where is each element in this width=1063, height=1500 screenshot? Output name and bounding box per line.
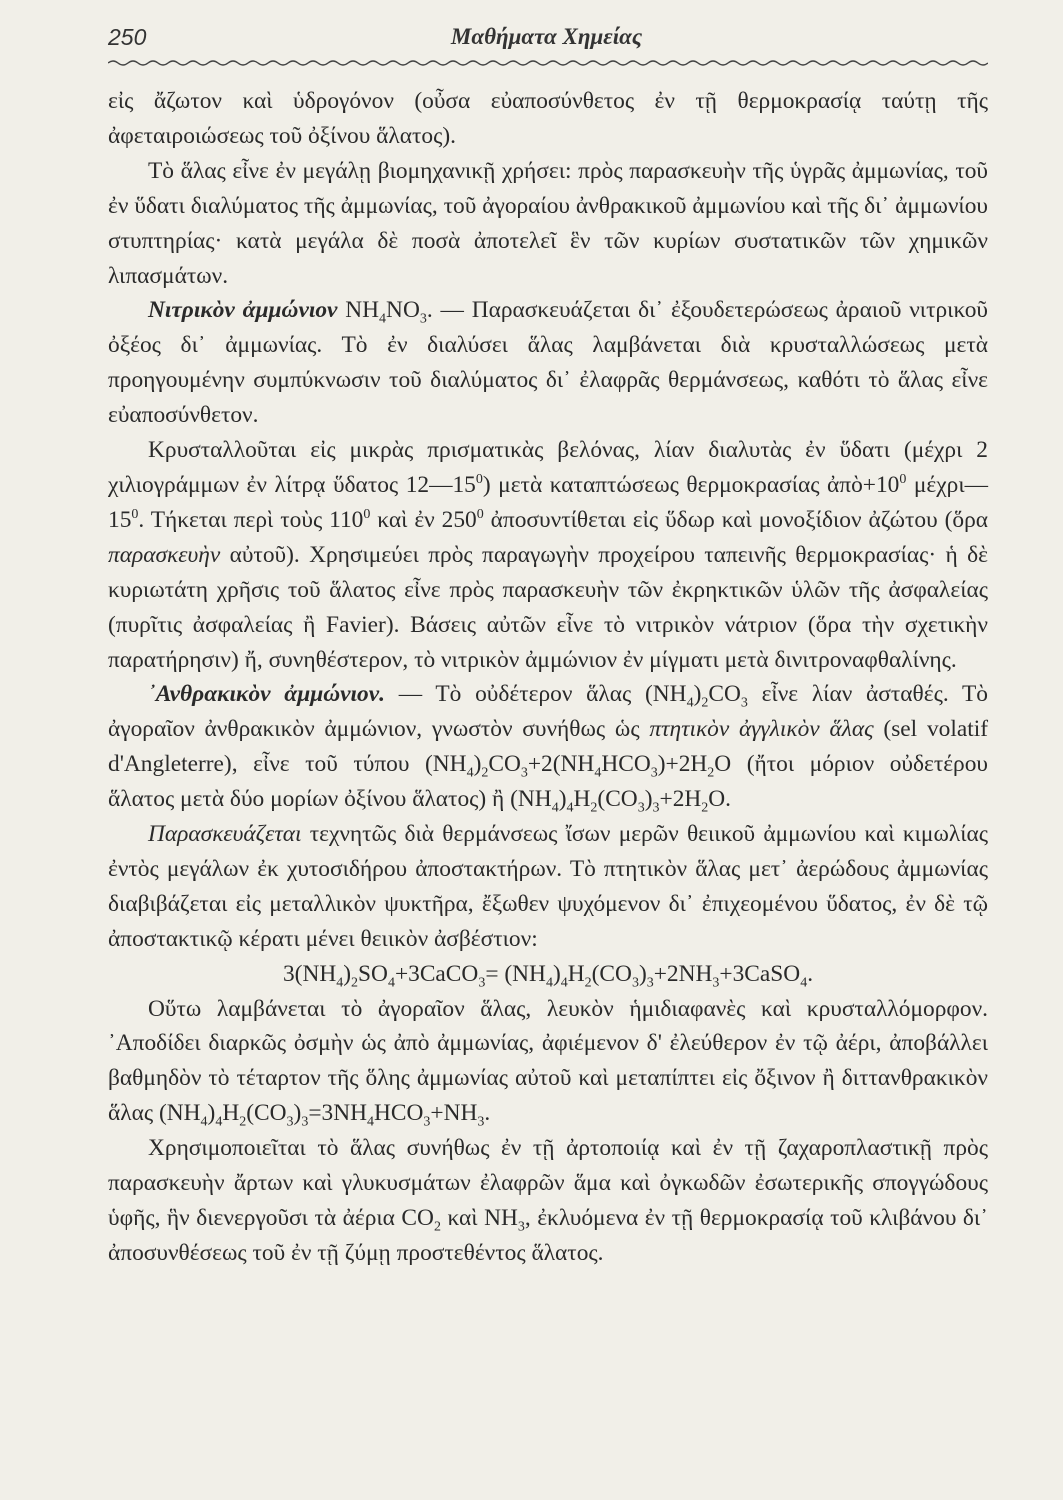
italic-text: πτητικὸν ἀγγλικὸν ἅλας [649, 716, 874, 743]
text: ἀποσυντίθεται εἰς ὕδωρ καὶ μονοξίδιον ἀζώτου (ὅρα [483, 506, 988, 533]
subscript: 3 [740, 696, 748, 712]
subscript: 4 [800, 975, 808, 991]
formula: = (NH [485, 960, 546, 987]
formula: NO [386, 297, 420, 324]
subscript: 4 [594, 765, 602, 781]
formula: H [222, 1100, 240, 1127]
subscript: 4 [379, 312, 387, 328]
formula: ) [343, 960, 352, 987]
formula: (CO [246, 1100, 287, 1127]
running-header [108, 24, 985, 58]
subscript: 2 [481, 765, 489, 781]
subscript: 3 [650, 765, 658, 781]
header-wavy-rule [108, 58, 988, 68]
text: H [573, 786, 591, 813]
section-heading: ᾿Ανθρακικὸν ἀμμώνιον. [148, 681, 385, 708]
subscript: 4 [466, 765, 474, 781]
text: εἶνε λίαν ἀσταθές. Τὸ ἀγοραῖον ἀνθρακικὸν ἀμμώνιον, γνωστὸν συνήθως ὡς [108, 681, 988, 743]
text: +2H [659, 786, 702, 813]
page-number: 250 [108, 24, 147, 50]
subscript: 2 [584, 975, 592, 991]
paragraph-4 [108, 433, 988, 677]
subscript: 4 [215, 1114, 223, 1130]
paragraph-1 [108, 84, 988, 154]
text: O. [708, 786, 732, 813]
text: ) μετὰ καταπτώσεως θερμοκρασίας ἀπὸ+10 [482, 471, 900, 498]
formula: H [567, 960, 585, 987]
subscript: 3 [631, 975, 639, 991]
subscript: 3 [478, 975, 486, 991]
italic-text: παρασκευὴν [108, 541, 221, 568]
subscript: 3 [301, 1114, 309, 1130]
subscript: 3 [423, 1114, 431, 1130]
degree: 0 [363, 507, 371, 523]
paragraph-6 [108, 817, 988, 957]
text: . — Παρασκευάζεται δι᾽ ἐξουδετερώσεως ἀραιοῦ νιτρικοῦ ὀξέος δι᾽ ἀμμωνίας. Τὸ ἐν διαλύσει ἅλας λαμβάνεται διὰ κρυσταλλώσεως μετὰ προηγουμένην συμπύκνωσιν τοῦ διαλύματος δι᾽ ἐλαφρᾶς θερμάνσεως, καθότι τὸ ἅλας εἶνε εὐαποσύνθετον. [108, 297, 989, 429]
subscript: 3 [712, 975, 720, 991]
text: Κρυσταλλοῦται εἰς μικρὰς πρισματικὰς βελόνας, λίαν διαλυτὰς ἐν ὕδατι (μέχρι 2 χιλιογράμμων ἐν λίτρᾳ ὕδατος 12—15 [108, 437, 988, 498]
text: ) [644, 786, 653, 813]
subscript: 4 [336, 975, 344, 991]
formula: ) [638, 960, 647, 987]
subscript: 4 [686, 696, 694, 712]
degree: 0 [131, 507, 139, 523]
text: (sel volatif d'Angleterre), εἶνε τοῦ τύπου (NH [108, 716, 989, 778]
formula: ) [293, 1100, 302, 1127]
formula: (CO [591, 960, 632, 987]
formula: SO [358, 960, 388, 987]
subscript: 2 [433, 1219, 441, 1235]
text: (CO [597, 786, 638, 813]
subscript: 4 [551, 800, 559, 816]
formula: +3CaCO [394, 960, 479, 987]
text: ) [693, 681, 702, 708]
text: O (ἤτοι μόριον οὐδετέρου ἅλατος μετὰ δύο μορίων ὀξίνου ἅλατος) ἢ (NH [108, 751, 988, 813]
text: Τὸ ἅλας εἶνε ἐν μεγάλῃ βιομηχανικῇ χρήσει: πρὸς παρασκευὴν τῆς ὑγρᾶς ἀμμωνίας, τοῦ ἐν ὕδατι διαλύματος τῆς ἀμμωνίας, τοῦ ἀγοραίου ἀνθρακικοῦ ἀμμωνίου καὶ τῆς δι᾽ ἀμμωνίου στυπτηρίας· κατὰ μεγάλα δὲ ποσὰ ἀποτελεῖ ἓν τῶν κυρίων συστατικῶν τῶν χημικῶν λιπασμάτων. [108, 157, 988, 289]
subscript: 3 [419, 312, 427, 328]
paragraph-7 [108, 992, 988, 1132]
text: μέχρι—15 [108, 471, 988, 533]
subscript: 4 [367, 1114, 375, 1130]
formula: . [807, 960, 814, 987]
subscript: 4 [560, 975, 568, 991]
text: . Τήκεται περὶ τοὺς 110 [138, 506, 364, 533]
subscript: 4 [545, 975, 553, 991]
subscript: 3 [477, 1114, 485, 1130]
paragraph-ammonium-nitrate [108, 293, 988, 433]
subscript: 4 [566, 800, 574, 816]
subscript: 2 [590, 800, 598, 816]
text: . [484, 1100, 491, 1127]
subscript: 2 [239, 1114, 247, 1130]
italic-text: Παρασκευάζεται [148, 821, 302, 848]
formula: ) [207, 1100, 216, 1127]
text: καὶ NH [440, 1205, 518, 1231]
text: — Τὸ οὐδέτερον ἅλας (NH [384, 681, 687, 708]
section-heading: Νιτρικὸν ἀμμώνιον [148, 297, 338, 324]
chemical-equation [108, 957, 988, 992]
text: CO [488, 751, 521, 778]
subscript: 3 [646, 975, 654, 991]
subscript: 3 [652, 800, 660, 816]
subscript: 4 [387, 975, 395, 991]
subscript: 3 [286, 1114, 294, 1130]
text: HCO [601, 751, 651, 778]
subscript: 2 [707, 765, 715, 781]
running-title: Μαθήματα Χημείας [450, 24, 643, 49]
text: Χρησιμοποιεῖται τὸ ἅλας συνήθως ἐν τῇ ἀρτοποιίᾳ καὶ ἐν τῇ ζαχαροπλαστικῇ πρὸς παρασκευὴν ἄρτων καὶ γλυκυσμάτων ἐλαφρῶν ἅμα καὶ ὀγκωδῶν ἐσωτερικῆς σπογγώδους ὑφῆς, ἣν διενεργοῦσι τὰ ἀέρια CO [108, 1135, 988, 1231]
subscript: 4 [200, 1114, 208, 1130]
text: )+2H [657, 751, 708, 778]
text: καὶ ἐν 250 [370, 506, 477, 533]
paragraph-ammonium-carbonate [108, 677, 988, 817]
formula: 3(NH [282, 960, 337, 987]
subscript: 2 [351, 975, 359, 991]
formula: +2NH [653, 960, 713, 987]
formula: NH [345, 297, 380, 324]
text: CO [708, 681, 741, 708]
text: +2(NH [527, 751, 595, 778]
subscript: 3 [520, 765, 528, 781]
text: αὐτοῦ). Χρησιμεύει πρὸς παραγωγὴν προχείρου ταπεινῆς θερμοκρασίας· ἡ δὲ κυριωτάτη χρῆσις τοῦ ἅλατος εἶνε πρὸς παρασκευὴν τῶν ἐκρηκτικῶν ὑλῶν τῆς ἀσφαλείας (πυρῖτις ἀσφαλείας ἢ Favier). Βάσεις αὐτῶν εἶνε τὸ νιτρικὸν νάτριον (ὅρα τὴν σχετικὴν παρατήρησιν) ἤ, συνηθέστερον, τὸ νιτρικὸν ἀμμώνιον ἐν μίγματι μετὰ δινιτροναφθαλίνης. [108, 541, 988, 673]
page-body [108, 84, 988, 1271]
paragraph-2 [108, 154, 988, 294]
subscript: 3 [637, 800, 645, 816]
degree: 0 [475, 472, 483, 488]
paragraph-8 [108, 1131, 988, 1271]
text: εἰς ἄζωτον καὶ ὑδρογόνον (οὖσα εὐαποσύνθετος ἐν τῇ θερμοκρασίᾳ ταύτῃ τῆς ἀφεταιροιώσεως τοῦ ὀξίνου ἅλατος). [108, 88, 988, 149]
text: ) [558, 786, 567, 813]
formula: +3CaSO [719, 960, 801, 987]
formula: HCO [374, 1100, 424, 1127]
subscript: 3 [517, 1219, 525, 1235]
subscript: 2 [701, 696, 709, 712]
text: , ἐκλυόμενα ἐν τῇ θερμοκρασίᾳ τοῦ κλιβάνου δι᾽ ἀποσυνθέσεως τοῦ ἐν τῇ ζύμῃ προστεθέντος ἅλατος. [108, 1205, 989, 1266]
text: Οὕτω λαμβάνεται τὸ ἀγοραῖον ἅλας, λευκὸν ἡμιδιαφανὲς καὶ κρυσταλλόμορφον. ᾿Αποδίδει διαρκῶς ὀσμὴν ὡς ἀπὸ ἀμμωνίας, ἀφιέμενον δ' ἐλεύθερον ἐν τῷ ἀέρι, ἀποβάλλει βαθμηδὸν τὸ τέταρτον τῆς ὅλης ἀμμωνίας αὐτοῦ καὶ μεταπίπτει εἰς ὄξινον ἢ διττανθρακικὸν ἅλας (NH [108, 995, 988, 1127]
text: τεχνητῶς διὰ θερμάνσεως ἴσων μερῶν θειικοῦ ἀμμωνίου καὶ κιμωλίας ἐντὸς μεγάλων ἐκ χυτοσιδήρου ἀποστακτήρων. Τὸ πτητικὸν ἅλας μετ᾽ ἀερώδους ἀμμωνίας διαβιβάζεται εἰς μεταλλικὸν ψυκτῆρα, ἔξωθεν ψυχόμενον δι᾽ ἐπιχεομένου ὕδατος, ἐν δὲ τῷ ἀποστακτικῷ κέρατι μένει θειικὸν ἀσβέστιον: [108, 821, 988, 952]
text: ) [473, 751, 482, 778]
formula: =3NH [308, 1100, 368, 1127]
degree: 0 [476, 507, 484, 523]
formula: +NH [430, 1100, 478, 1127]
subscript: 2 [701, 800, 709, 816]
formula: ) [552, 960, 561, 987]
degree: 0 [899, 472, 907, 488]
